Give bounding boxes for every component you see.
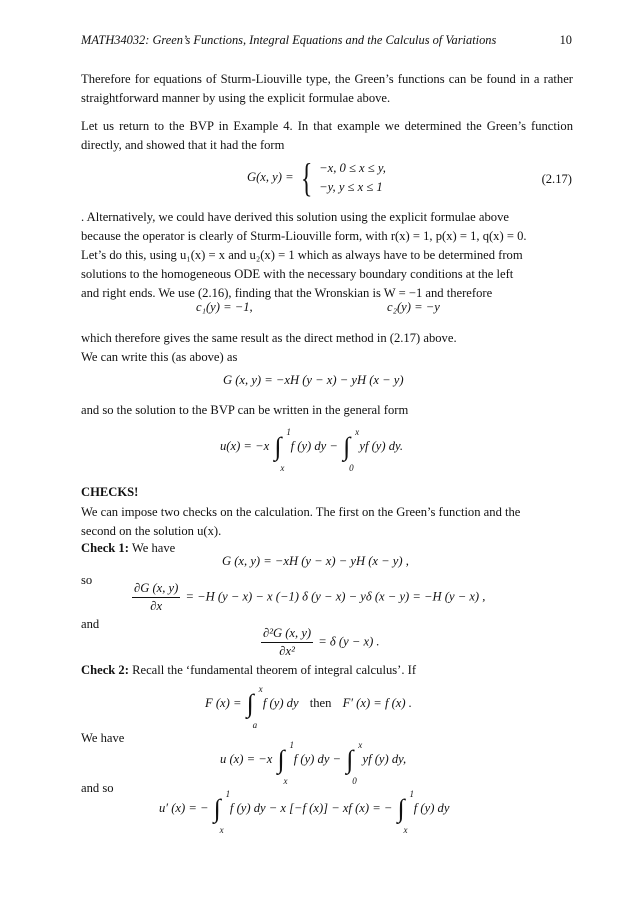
eqU-lhs: u(x) = −x (220, 438, 270, 453)
eqUp-end: f (y) dy (413, 800, 450, 815)
eqU2-mid: f (y) dy − (293, 751, 342, 766)
eqU-mid: f (y) dy − (290, 438, 338, 453)
frac-den: ∂x² (279, 644, 295, 658)
frac-num: ∂G (x, y) (132, 581, 180, 598)
c1-equation: c₁(y) = −1, (196, 300, 253, 314)
eq217-cases (319, 159, 386, 197)
int-lower: a (252, 720, 258, 730)
int-upper: 1 (286, 427, 291, 437)
checks-line1: We can impose two checks on the calculation. The first on the Green’s function and the (81, 505, 521, 519)
int-lower: x (219, 825, 224, 835)
word-and: and (81, 617, 100, 631)
eqU2-end: yf (y) dy, (362, 751, 407, 766)
int-upper: x (358, 740, 363, 750)
p3-line5: and right ends. We use (2.16), finding that the Wronskian is W = −1 and therefore (81, 286, 493, 300)
word-so: so (81, 573, 93, 587)
ftc-then: then (309, 695, 332, 710)
integral-sign: ∫ x a (246, 684, 263, 730)
second-derivative-equation (259, 626, 380, 659)
frac-den: ∂x (150, 599, 163, 613)
left-brace: { (300, 155, 313, 200)
frac-num: ∂²G (x, y) (261, 626, 313, 643)
int-lower: 0 (349, 463, 354, 473)
c2-equation: c₂(y) = −y (387, 300, 440, 314)
check1-equation: G (x, y) = −xH (y − x) − yH (x − y) , (222, 554, 409, 568)
p3-line3: Let’s do this, using u₁(x) = x and u₂(x) = 1 which as always have to be determined from (81, 248, 523, 262)
eqU2-lhs: u (x) = −x (220, 751, 273, 766)
eqUp-lhs: u′ (x) = − (159, 800, 209, 815)
integral-sign: ∫ 1 x (274, 427, 291, 473)
deriv1-rhs: = −H (y − x) − x (−1) δ (y − x) − yδ (x − y) = −H (y − x) , (185, 589, 486, 604)
check2-text: Recall the ‘fundamental theorem of integral calculus’. If (132, 663, 417, 677)
paragraph-alternatively (81, 208, 573, 303)
int-upper: 1 (409, 789, 414, 799)
word-and-so: and so (81, 781, 114, 795)
eq217-case1: −x, 0 ≤ x ≤ y, (319, 161, 386, 175)
p3-line2: because the operator is clearly of Sturm-Liouville form, with r(x) = 1, p(x) = 1, q(x) = 0. (81, 229, 527, 243)
integral-sign: ∫ x 0 (343, 427, 360, 473)
greens-function-heaviside: G (x, y) = −xH (y − x) − yH (x − y) (223, 373, 404, 387)
fraction (132, 581, 180, 614)
derivative-of-solution (159, 789, 450, 835)
check2-label: Check 2: (81, 663, 129, 677)
paragraph-bvp-example: Let us return to the BVP in Example 4. In that example we determined the Green’s function directly, and showed that it had the form (81, 119, 573, 152)
first-derivative-equation (130, 581, 485, 614)
p3-line4: solutions to the homogeneous ODE with the necessary boundary conditions at the left (81, 267, 514, 281)
int-upper: 1 (225, 789, 231, 799)
page-number: 10 (559, 33, 572, 47)
fraction (261, 626, 313, 659)
int-lower: x (283, 776, 288, 786)
checks-line2: second on the solution u(x). (81, 524, 222, 538)
equation-tag: (2.17) (541, 172, 572, 186)
word-we-have: We have (81, 731, 125, 745)
int-upper: x (355, 427, 360, 437)
integral-sign: ∫ 1 x (397, 789, 414, 835)
p3-line1: . Alternatively, we could have derived this solution using the explicit formulae above (81, 210, 509, 224)
int-lower: 0 (352, 776, 357, 786)
check1-line (81, 541, 175, 556)
check2-line (81, 663, 416, 678)
int-upper: 1 (289, 740, 294, 750)
check1-label: Check 1: (81, 541, 129, 555)
integral-sign: ∫ 1 x (213, 789, 231, 835)
eq217-case2: −y, y ≤ x ≤ 1 (319, 180, 383, 194)
integral-sign: ∫ x 0 (346, 740, 363, 786)
check1-text: We have (131, 541, 176, 555)
running-header: MATH34032: Green’s Functions, Integral Equations and the Calculus of Variations (81, 33, 497, 47)
ftc-mid: f (y) dy (262, 695, 299, 710)
eqUp-mid: f (y) dy − x [−f (x)] − xf (x) = − (229, 800, 393, 815)
integral-sign: ∫ 1 x (277, 740, 294, 786)
paragraph-checks (81, 503, 573, 541)
paragraph-sturm-liouville: Therefore for equations of Sturm-Liouville type, the Green’s functions can be found in a rather straightforward manner by using the explicit formulae above. (81, 72, 573, 105)
equation-2-17 (247, 155, 386, 200)
paragraph-general-form: and so the solution to the BVP can be written in the general form (81, 403, 409, 417)
paragraph-write-as: We can write this (as above) as (81, 350, 238, 364)
ftc-equation (205, 684, 412, 730)
solution-integral (220, 427, 404, 473)
int-upper: x (258, 684, 263, 694)
eqU-end: yf (y) dy. (359, 438, 404, 453)
deriv2-rhs: = δ (y − x) . (318, 634, 380, 649)
solution-integral-2 (220, 740, 407, 786)
ftc-lhs: F (x) = (205, 695, 242, 710)
checks-heading: CHECKS! (81, 485, 139, 499)
int-lower: x (403, 825, 408, 835)
paragraph-same-result: which therefore gives the same result as the direct method in (2.17) above. (81, 331, 457, 345)
ftc-rhs: F′ (x) = f (x) . (342, 695, 412, 710)
int-lower: x (280, 463, 285, 473)
eq217-lhs: G(x, y) = (247, 169, 294, 184)
